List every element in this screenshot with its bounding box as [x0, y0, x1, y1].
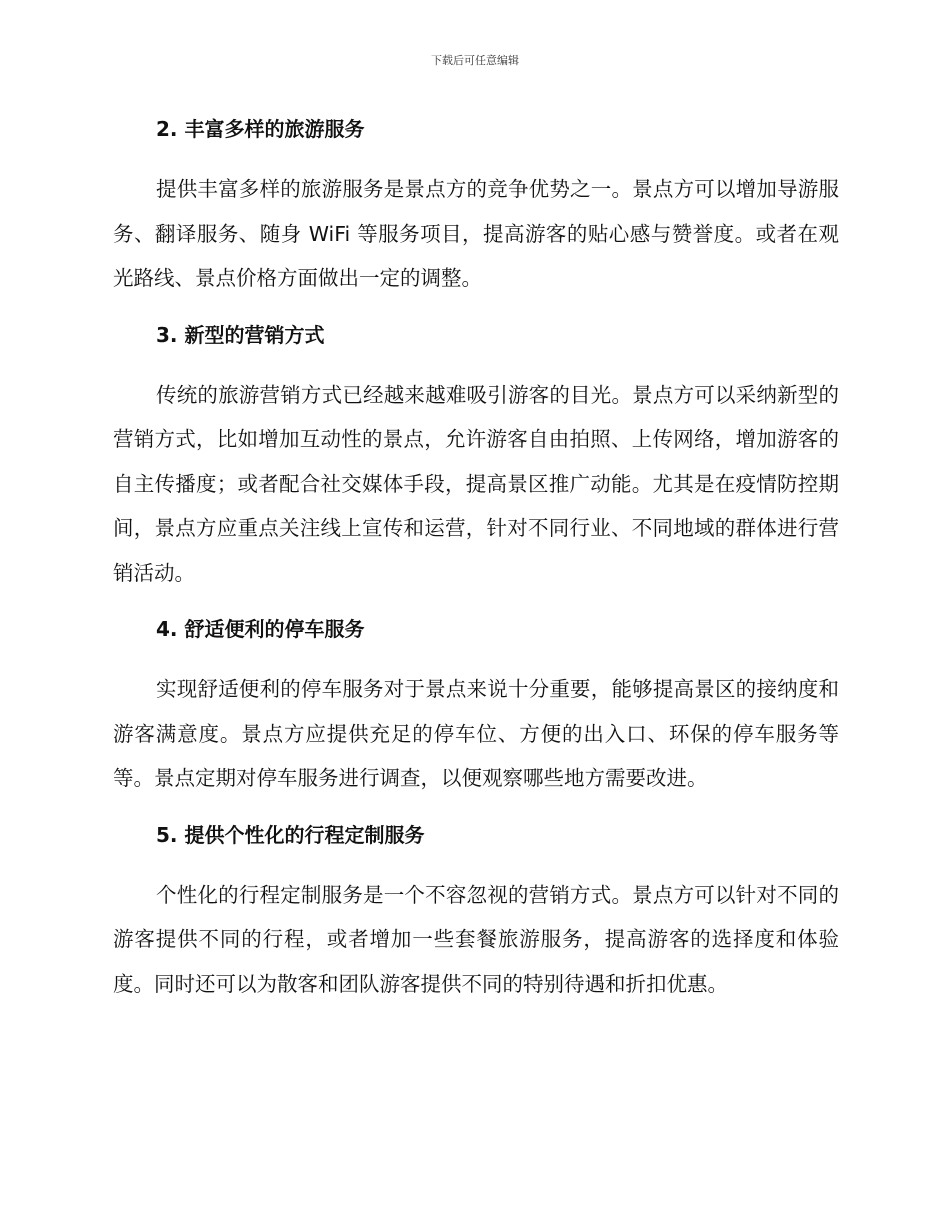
document-body	[113, 112, 839, 1006]
section-heading: 3. 新型的营销方式	[156, 322, 325, 347]
section-5	[113, 818, 839, 1007]
page-header: 下载后可任意编辑	[431, 54, 519, 67]
section-heading: 5. 提供个性化的行程定制服务	[156, 822, 425, 847]
section-4	[113, 612, 839, 818]
section-heading: 2. 丰富多样的旅游服务	[156, 117, 365, 141]
section-paragraph: 传统的旅游营销方式已经越来越难吸引游客的目光。景点方可以采纳新型的营销方式，比如增加互动性的景点，允许游客自由拍照、上传网络，增加游客的自主传播度；或者配合社交媒体手段，提高景区推广动能。尤其是在疫情防控期间，景点方应重点关注线上宣传和运营，针对不同行业、不同地域的群体进行营销活动。	[113, 382, 839, 585]
section-paragraph: 提供丰富多样的旅游服务是景点方的竞争优势之一。景点方可以增加导游服务、翻译服务、随身 WiFi 等服务项目，提高游客的贴心感与赞誉度。或者在观光路线、景点价格方面做出一定的调整。	[113, 177, 839, 290]
section-3	[113, 318, 839, 613]
section-heading: 4. 舒适便利的停车服务	[156, 617, 365, 641]
section-paragraph: 实现舒适便利的停车服务对于景点来说十分重要，能够提高景区的接纳度和游客满意度。景点方应提供充足的停车位、方便的出入口、环保的停车服务等等。景点定期对停车服务进行调查，以便观察哪些地方需要改进。	[113, 677, 839, 790]
section-2	[113, 112, 839, 318]
section-paragraph: 个性化的行程定制服务是一个不容忽视的营销方式。景点方可以针对不同的游客提供不同的行程，或者增加一些套餐旅游服务，提高游客的选择度和体验度。同时还可以为散客和团队游客提供不同的特别待遇和折扣优惠。	[113, 882, 839, 996]
